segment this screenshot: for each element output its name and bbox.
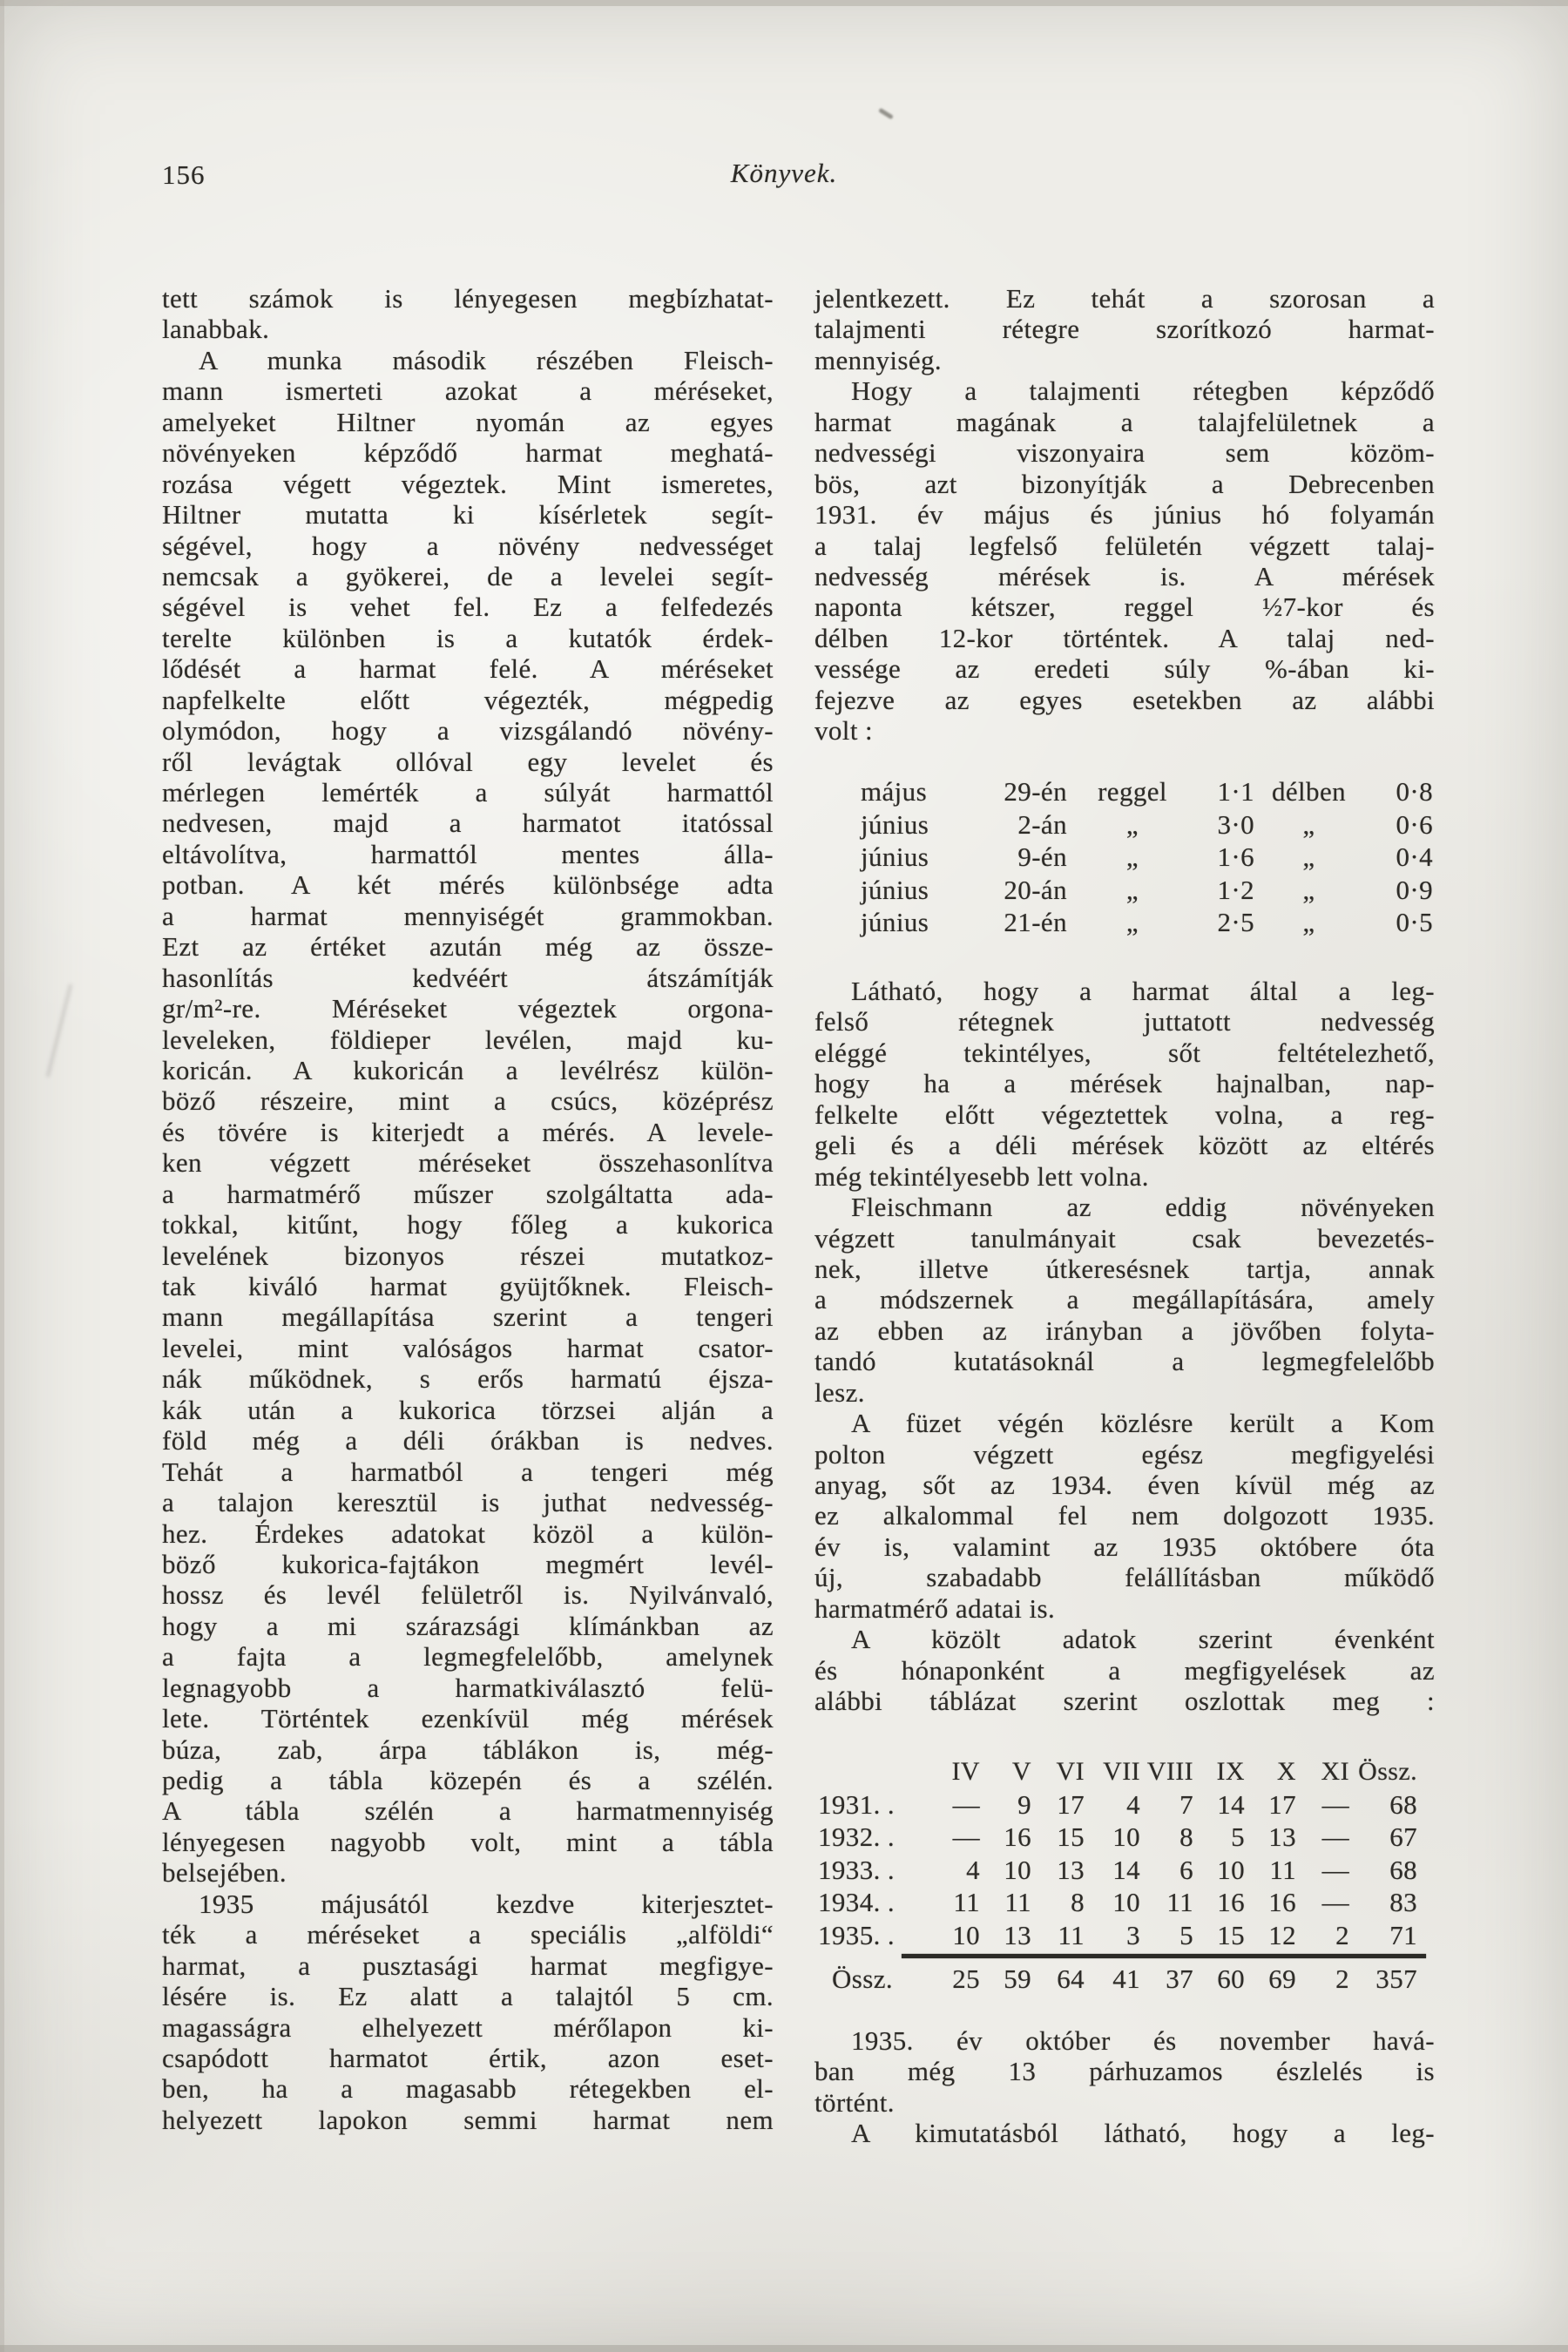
text-line: mennyiség. [814,344,943,375]
text-line: eltávolítva, harmattól mentes álla- [162,838,774,869]
text-line: Hiltner mutatta ki kísérletek segít- [162,499,774,531]
monthly-total-row [814,1963,1435,1996]
moisture-cell-day: 9-én [1017,841,1067,873]
scan-edge-top [0,0,1568,6]
monthly-observations-table [814,1755,1435,1996]
text-line: nedvesség mérések is. A mérések [814,560,1435,591]
text-line: felkelte előtt végeztettek volna, a reg- [814,1098,1435,1130]
cell-value: — [1321,1854,1349,1885]
left-column [162,283,774,2135]
cell-value: 357 [1375,1963,1417,1994]
cell-value: 13 [1004,1919,1031,1950]
cell-value: 60 [1217,1963,1245,1994]
text-line: böző részeire, mint a csúcs, középrész [162,1085,774,1117]
text-line: 1935. év október és november havá- [851,2025,1435,2056]
cell-value: 25 [952,1963,980,1994]
cell-value: 11 [1166,1887,1193,1917]
text-line: a módszernek a megállapítására, amely [814,1284,1435,1315]
text-line: koricán. A kukoricán a levélrész külön- [162,1054,774,1085]
moisture-cell-nlab: „ [1302,841,1315,873]
text-line: napfelkelte előtt végezték, mégpedig [162,684,774,715]
cell-value: 7 [1179,1788,1193,1820]
text-line: naponta kétszer, reggel ½7-kor és [814,591,1435,623]
moisture-cell-nlab: „ [1302,808,1315,840]
text-line: év is, valamint az 1935 októbere óta [814,1531,1435,1562]
text-line: mann megállapítása szerint a tengeri [162,1301,774,1333]
text-line: 1935 májusától kezdve kiterjesztet- [199,1888,774,1919]
text-line: végzett tanulmányait csak bevezetés- [814,1222,1435,1254]
text-line: tandó kutatásoknál a legmegfelelőbb [814,1346,1435,1377]
cell-value: 13 [1268,1821,1296,1852]
cell-value: 5 [1231,1821,1245,1852]
text-line: mann ismerteti azokat a méréseket, [162,375,774,407]
cell-value: IX [1216,1757,1245,1786]
row-label: 1935. . [818,1919,896,1950]
text-line: az ebben az irányban a jövőben folyta- [814,1315,1435,1346]
row-label: Össz. [832,1963,894,1994]
text-line: ségével, hogy a növény nedvességet [162,530,774,561]
text-line: jelentkezett. Ez tehát a szorosan a [814,283,1435,314]
cell-value: 10 [952,1919,980,1950]
text-line: Ezt az értéket azután még az össze- [162,931,774,963]
text-line: nák működnek, s erős harmatú éjsza- [162,1363,774,1395]
text-line: Fleischmann az eddig növényeken [851,1192,1435,1223]
text-line: ban még 13 párhuzamos észlelés is [814,2056,1435,2087]
text-line: leveleken, földieper levélen, majd ku- [162,1024,774,1055]
moisture-cell-day: 2-án [1017,808,1067,840]
text-line: a harmat mennyiségét grammokban. [162,900,774,931]
moisture-cell-mlab: „ [1125,841,1139,873]
text-line: tak kiváló harmat gyüjtőknek. Fleisch- [162,1271,774,1301]
text-line: hossz és levél felületről is. Nyilvánvaló, [162,1579,774,1611]
text-line: tett számok is lényegesen megbízhatat- [162,283,774,314]
text-line: alábbi táblázat szerint oszlottak meg : [814,1686,1435,1717]
text-line: harmat, a pusztasági harmat megfigye- [162,1950,774,1981]
moisture-cell-mval: 2·5 [1217,907,1254,938]
right-column-text-bottom [814,2025,1435,2149]
cell-value: 10 [1217,1854,1245,1885]
cell-value: X [1276,1757,1296,1786]
cell-value: 83 [1389,1887,1417,1917]
moisture-cell-month: június [861,907,929,938]
cell-value: 4 [1126,1788,1140,1820]
text-line: geli és a déli mérések között az eltérés [814,1130,1435,1161]
cell-value: 6 [1179,1854,1193,1885]
text-line: és hónaponként a megfigyelések az [814,1654,1435,1686]
cell-value: 17 [1057,1788,1085,1820]
text-line: nek, illetve útkeresésnek tartja, annak [814,1253,1435,1284]
moisture-row [814,874,1435,907]
text-line: mérlegen lemérték a súlyát harmattól [162,777,774,808]
cell-value: — [952,1788,980,1820]
text-line: Látható, hogy a harmat által a leg- [851,976,1435,1006]
text-line: növényeken képződő harmat meghatá- [162,437,774,469]
text-line: felső rétegnek juttatott nedvesség [814,1006,1435,1037]
running-title: Könyvek. [730,158,838,188]
cell-value: 68 [1389,1854,1417,1885]
cell-value: 12 [1268,1919,1296,1950]
text-line: a talajon keresztül is juthat nedvesség- [162,1487,774,1518]
moisture-cell-mlab: reggel [1098,776,1167,807]
text-line: harmat magának a talajfelületnek a [814,406,1435,437]
moisture-cell-month: június [861,808,929,840]
moisture-cell-nlab: „ [1302,874,1315,905]
cell-value: 2 [1335,1919,1349,1950]
moisture-cell-nlab: délben [1271,776,1347,807]
cell-value: 16 [1217,1887,1245,1917]
text-line: kák után a kukorica törzsei alján a [162,1394,774,1425]
text-line: amelyeket Hiltner nyomán az egyes [162,406,774,437]
cell-value: VI [1056,1757,1085,1786]
text-line: terelte különben is a kutatók érdek- [162,622,774,653]
monthly-header-row [814,1755,1435,1788]
cell-value: 16 [1268,1887,1296,1917]
cell-value: — [1321,1821,1349,1852]
text-line: nedvesen, majd a harmatot itatóssal [162,808,774,839]
text-line: magasságra elhelyezett mérőlapon ki- [162,2011,774,2043]
text-line: potban. A két mérés különbsége adta [162,869,774,901]
cell-value: 71 [1389,1919,1417,1950]
text-line: új, szabadabb felállításban működő [814,1562,1435,1593]
text-line: ről levágtak ollóval egy levelet és [162,746,774,777]
moisture-cell-nlab: „ [1302,907,1315,938]
cell-value: 5 [1179,1919,1193,1950]
text-line: lete. Történtek ezenkívül még mérések [162,1703,774,1734]
text-line: ségével is vehet fel. Ez a felfedezés [162,591,774,623]
text-line: levelei, mint valóságos harmat csator- [162,1332,774,1363]
text-line: belsejében. [162,1857,287,1889]
right-column-text-top [814,283,1435,747]
moisture-cell-nval: 0·8 [1396,776,1433,807]
cell-value: 64 [1057,1963,1085,1994]
page-number: 156 [162,159,206,190]
text-line: és tövére is kiterjedt a mérés. A levele- [162,1116,774,1147]
cell-value: — [1321,1887,1349,1917]
cell-value: 37 [1166,1963,1193,1994]
moisture-cell-day: 21-én [1004,907,1067,938]
text-line: a fajta a legmegfelelőbb, amelynek [162,1641,774,1673]
text-line: A munka második részében Fleisch- [199,344,774,375]
text-line: még tekintélyesebb lett volna. [814,1160,1149,1192]
moisture-cell-month: június [861,874,929,905]
text-line: lanabbak. [162,314,270,345]
monthly-year-row [814,1788,1435,1821]
monthly-year-row [814,1854,1435,1887]
cell-value: 3 [1126,1919,1140,1950]
text-line: lésére is. Ez alatt a talajtól 5 cm. [162,1981,774,2012]
text-line: nedvességi viszonyaira sem közöm- [814,437,1435,469]
text-line: Hogy a talajmenti rétegben képződő [851,375,1435,407]
soil-moisture-table [814,775,1435,939]
right-column-text-middle [814,976,1435,1717]
text-line: polton végzett egész megfigyelési [814,1438,1435,1470]
monthly-year-row [814,1886,1435,1919]
row-label: 1932. . [818,1821,896,1852]
moisture-cell-month: május [861,776,928,807]
text-line: A füzet végén közlésre került a Kom [851,1408,1435,1439]
moisture-cell-nval: 0·4 [1396,841,1433,873]
moisture-cell-mval: 1·1 [1217,776,1254,807]
cell-value: 11 [1269,1854,1296,1885]
row-label [814,1755,906,1788]
text-line: legnagyobb a harmatkiválasztó felü- [162,1672,774,1703]
table-rule [902,1954,1426,1958]
moisture-row [814,808,1435,841]
cell-value: 11 [1004,1887,1031,1917]
cell-value: 15 [1057,1821,1085,1852]
text-line: olymódon, hogy a vizsgálandó növény- [162,715,774,747]
moisture-cell-mlab: „ [1125,907,1139,938]
cell-value: 13 [1057,1854,1085,1885]
text-line: A kimutatásból látható, hogy a leg- [851,2118,1435,2149]
text-line: A tábla szélén a harmatmennyiség [162,1795,774,1827]
text-line: ken végzett méréseket összehasonlítva [162,1147,774,1179]
cell-value: 2 [1335,1963,1349,1994]
cell-value: 10 [1112,1821,1140,1852]
text-line: lesz. [814,1376,865,1408]
text-line: levelének bizonyos részei mutatkoz- [162,1240,774,1271]
scan-edge-bottom [0,2345,1568,2352]
cell-value: V [1011,1757,1031,1786]
text-line: hez. Érdekes adatokat közöl a külön- [162,1517,774,1549]
text-line: volt : [814,715,873,747]
moisture-cell-day: 20-án [1004,874,1067,905]
scan-edge-left [0,0,4,2352]
text-line: történt. [814,2086,895,2118]
cell-value: 14 [1112,1854,1140,1885]
text-line: hogy a mi szárazsági klímánkban az [162,1610,774,1641]
text-line: rozása végett végeztek. Mint ismeretes, [162,468,774,499]
row-label: 1931. . [818,1788,896,1820]
text-line: lényegesen nagyobb volt, mint a tábla [162,1826,774,1857]
moisture-cell-nval: 0·5 [1396,907,1433,938]
cell-value: 8 [1179,1821,1193,1852]
text-line: 1931. év május és június hó folyamán [814,499,1435,531]
text-line: ben, ha a magasabb rétegekben el- [162,2073,774,2105]
text-line: ez alkalommal fel nem dolgozott 1935. [814,1500,1435,1531]
ink-smudge [878,108,894,120]
cell-value: 10 [1112,1887,1140,1917]
cell-value: 4 [966,1854,980,1885]
text-line: eléggé tekintélyes, sőt feltételezhető, [814,1037,1435,1068]
moisture-cell-day: 29-én [1004,776,1067,807]
text-line: vessége az eredeti súly %-ában ki- [814,653,1435,685]
cell-value: 68 [1389,1788,1417,1820]
moisture-cell-month: június [861,841,929,873]
text-line: harmatmérő adatai is. [814,1592,1056,1624]
cell-value: — [952,1821,980,1852]
moisture-row [814,906,1435,939]
cell-value: 17 [1268,1788,1296,1820]
pencil-mark [46,983,72,1078]
cell-value: 16 [1004,1821,1031,1852]
cell-value: 9 [1017,1788,1031,1820]
row-label: 1934. . [818,1887,896,1917]
cell-value: XI [1321,1757,1349,1786]
text-line: ték a méréseket a speciális „alföldi“ [162,1919,774,1950]
cell-value: 11 [953,1887,980,1917]
cell-value: VII [1103,1757,1140,1786]
text-line: anyag, sőt az 1934. éven kívül még az [814,1470,1435,1500]
text-line: pedig a tábla közepén és a szélén. [162,1765,774,1795]
text-line: böző kukorica-fajtákon megmért levél- [162,1548,774,1579]
moisture-cell-nval: 0·9 [1396,874,1433,905]
text-line: hogy ha a mérések hajnalban, nap- [814,1068,1435,1099]
text-line: talajmenti rétegre szorítkozó harmat- [814,314,1435,345]
cell-value: — [1321,1788,1349,1820]
text-line: nemcsak a gyökerei, de a levelei segít- [162,560,774,591]
cell-value: 8 [1071,1887,1085,1917]
moisture-cell-nval: 0·6 [1396,808,1433,840]
row-label: 1933. . [818,1854,896,1885]
text-line: helyezett lapokon semmi harmat nem [162,2104,774,2135]
text-line: délben 12-kor történtek. A talaj ned- [814,622,1435,653]
text-line: gr/m²-re. Méréseket végeztek orgona- [162,993,774,1024]
text-line: fejezve az egyes esetekben az alábbi [814,684,1435,715]
moisture-cell-mlab: „ [1125,808,1139,840]
moisture-row [814,841,1435,874]
moisture-cell-mlab: „ [1125,874,1139,905]
text-line: A közölt adatok szerint évenként [851,1624,1435,1655]
cell-value: 11 [1058,1919,1085,1950]
text-line: bös, azt bizonyítják a Debrecenben [814,468,1435,499]
cell-value: VIII [1146,1757,1193,1786]
monthly-year-row [814,1919,1435,1952]
cell-value: 69 [1268,1963,1296,1994]
cell-value: Össz. [1358,1757,1417,1786]
cell-value: 59 [1004,1963,1031,1994]
moisture-cell-mval: 3·0 [1217,808,1254,840]
cell-value: IV [951,1757,980,1786]
text-line: hasonlítás kedvéért átszámítják [162,962,774,993]
cell-value: 41 [1112,1963,1140,1994]
cell-value: 15 [1217,1919,1245,1950]
text-line: lődését a harmat felé. A méréseket [162,653,774,685]
text-line: búza, zab, árpa táblákon is, még- [162,1734,774,1765]
moisture-row [814,775,1435,808]
text-line: a harmatmérő műszer szolgáltatta ada- [162,1178,774,1209]
text-line: a talaj legfelső felületén végzett talaj- [814,530,1435,561]
cell-value: 67 [1389,1821,1417,1852]
cell-value: 14 [1217,1788,1245,1820]
moisture-cell-mval: 1·2 [1217,874,1254,905]
moisture-cell-mval: 1·6 [1217,841,1254,873]
text-line: tokkal, kitűnt, hogy főleg a kukorica [162,1209,774,1240]
cell-value: 10 [1004,1854,1031,1885]
text-line: Tehát a harmatból a tengeri még [162,1456,774,1487]
text-line: föld még a déli órákban is nedves. [162,1425,774,1456]
monthly-year-row [814,1821,1435,1854]
text-line: csapódott harmatot értik, azon eset- [162,2042,774,2073]
